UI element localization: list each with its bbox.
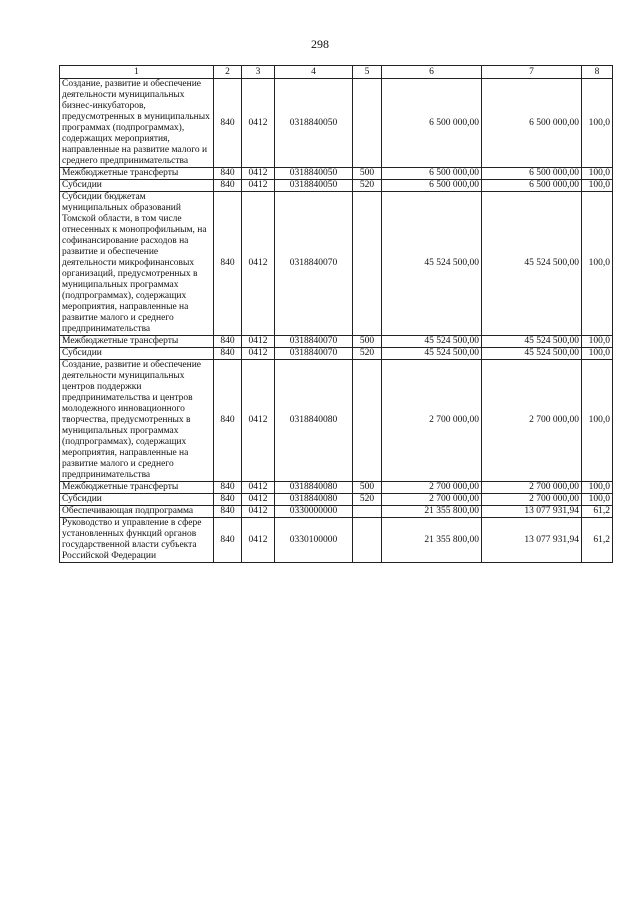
row-planned-amount: 45 524 500,00 bbox=[382, 348, 482, 360]
row-code-section: 0412 bbox=[242, 336, 275, 348]
row-code-expense-type: 500 bbox=[353, 168, 382, 180]
row-planned-amount: 2 700 000,00 bbox=[382, 494, 482, 506]
row-percent: 100,0 bbox=[582, 168, 613, 180]
row-code-expense-type bbox=[353, 79, 382, 168]
row-percent: 100,0 bbox=[582, 360, 613, 482]
row-code-ministry: 840 bbox=[214, 348, 242, 360]
row-code-section: 0412 bbox=[242, 168, 275, 180]
row-executed-amount: 45 524 500,00 bbox=[482, 336, 582, 348]
table-row bbox=[60, 336, 613, 348]
column-header: 2 bbox=[214, 66, 242, 79]
row-code-section: 0412 bbox=[242, 518, 275, 563]
row-code-section: 0412 bbox=[242, 180, 275, 192]
row-planned-amount: 2 700 000,00 bbox=[382, 360, 482, 482]
row-percent: 61,2 bbox=[582, 506, 613, 518]
column-header: 1 bbox=[60, 66, 214, 79]
column-header: 4 bbox=[275, 66, 353, 79]
row-planned-amount: 6 500 000,00 bbox=[382, 79, 482, 168]
row-code-ministry: 840 bbox=[214, 494, 242, 506]
row-code-target: 0318840070 bbox=[275, 348, 353, 360]
row-code-target: 0318840050 bbox=[275, 180, 353, 192]
row-executed-amount: 6 500 000,00 bbox=[482, 168, 582, 180]
row-code-ministry: 840 bbox=[214, 360, 242, 482]
table-row bbox=[60, 348, 613, 360]
row-name: Субсидии бюджетам муниципальных образований Томской области, в том числе отнесенных к монопрофильным, на софинансирование расходов на развитие и обеспечение деятельности микрофинансовых организаций, предусмотренных в муниципальных программах (подпрограммах), содержащих мероприятия, направленные на развитие малого и среднего предпринимательства bbox=[60, 192, 214, 336]
row-code-expense-type: 520 bbox=[353, 180, 382, 192]
row-code-expense-type bbox=[353, 518, 382, 563]
row-code-section: 0412 bbox=[242, 192, 275, 336]
row-code-expense-type: 520 bbox=[353, 494, 382, 506]
column-header: 6 bbox=[382, 66, 482, 79]
row-code-ministry: 840 bbox=[214, 506, 242, 518]
row-code-target: 0318840070 bbox=[275, 192, 353, 336]
row-code-expense-type bbox=[353, 192, 382, 336]
column-header: 5 bbox=[353, 66, 382, 79]
budget-table bbox=[59, 65, 613, 563]
page-number: 298 bbox=[311, 37, 329, 51]
row-code-target: 0318840080 bbox=[275, 494, 353, 506]
row-code-target: 0318840080 bbox=[275, 360, 353, 482]
row-percent: 100,0 bbox=[582, 336, 613, 348]
row-code-target: 0318840050 bbox=[275, 79, 353, 168]
table-row bbox=[60, 360, 613, 482]
row-code-section: 0412 bbox=[242, 348, 275, 360]
column-header: 7 bbox=[482, 66, 582, 79]
row-code-expense-type: 500 bbox=[353, 336, 382, 348]
row-code-target: 0318840080 bbox=[275, 482, 353, 494]
row-name: Создание, развитие и обеспечение деятельности муниципальных центров поддержки предпринимательства и центров молодежного инновационного творчества, предусмотренных в муниципальных программах (подпрограммах), содержащих мероприятия, направленные на развитие малого и среднего предпринимательства bbox=[60, 360, 214, 482]
table-row bbox=[60, 79, 613, 168]
row-planned-amount: 45 524 500,00 bbox=[382, 192, 482, 336]
row-name: Обеспечивающая подпрограмма bbox=[60, 506, 214, 518]
row-name: Субсидии bbox=[60, 180, 214, 192]
row-code-expense-type: 500 bbox=[353, 482, 382, 494]
row-code-ministry: 840 bbox=[214, 180, 242, 192]
row-code-ministry: 840 bbox=[214, 192, 242, 336]
table-row bbox=[60, 180, 613, 192]
table-row bbox=[60, 494, 613, 506]
row-executed-amount: 2 700 000,00 bbox=[482, 360, 582, 482]
row-code-section: 0412 bbox=[242, 494, 275, 506]
row-executed-amount: 2 700 000,00 bbox=[482, 482, 582, 494]
row-code-ministry: 840 bbox=[214, 518, 242, 563]
table-row bbox=[60, 482, 613, 494]
table-row bbox=[60, 506, 613, 518]
row-percent: 61,2 bbox=[582, 518, 613, 563]
row-code-ministry: 840 bbox=[214, 168, 242, 180]
row-name: Межбюджетные трансферты bbox=[60, 336, 214, 348]
table-header-row bbox=[60, 66, 613, 79]
row-code-ministry: 840 bbox=[214, 482, 242, 494]
column-header: 8 bbox=[582, 66, 613, 79]
row-name: Руководство и управление в сфере установленных функций органов государственной власти субъекта Российской Федерации bbox=[60, 518, 214, 563]
row-name: Субсидии bbox=[60, 494, 214, 506]
row-percent: 100,0 bbox=[582, 494, 613, 506]
row-executed-amount: 13 077 931,94 bbox=[482, 518, 582, 563]
row-code-section: 0412 bbox=[242, 79, 275, 168]
row-code-section: 0412 bbox=[242, 482, 275, 494]
table-row bbox=[60, 168, 613, 180]
table-row bbox=[60, 518, 613, 563]
row-planned-amount: 6 500 000,00 bbox=[382, 180, 482, 192]
row-code-ministry: 840 bbox=[214, 79, 242, 168]
row-planned-amount: 2 700 000,00 bbox=[382, 482, 482, 494]
row-percent: 100,0 bbox=[582, 482, 613, 494]
row-code-target: 0330100000 bbox=[275, 518, 353, 563]
table-row bbox=[60, 192, 613, 336]
column-header: 3 bbox=[242, 66, 275, 79]
row-executed-amount: 13 077 931,94 bbox=[482, 506, 582, 518]
row-code-ministry: 840 bbox=[214, 336, 242, 348]
row-code-target: 0330000000 bbox=[275, 506, 353, 518]
row-executed-amount: 2 700 000,00 bbox=[482, 494, 582, 506]
row-executed-amount: 6 500 000,00 bbox=[482, 180, 582, 192]
row-percent: 100,0 bbox=[582, 79, 613, 168]
row-code-expense-type: 520 bbox=[353, 348, 382, 360]
row-name: Субсидии bbox=[60, 348, 214, 360]
row-code-target: 0318840070 bbox=[275, 336, 353, 348]
row-planned-amount: 21 355 800,00 bbox=[382, 518, 482, 563]
row-planned-amount: 6 500 000,00 bbox=[382, 168, 482, 180]
row-code-section: 0412 bbox=[242, 506, 275, 518]
row-percent: 100,0 bbox=[582, 348, 613, 360]
row-planned-amount: 45 524 500,00 bbox=[382, 336, 482, 348]
row-code-section: 0412 bbox=[242, 360, 275, 482]
row-executed-amount: 45 524 500,00 bbox=[482, 348, 582, 360]
row-code-expense-type bbox=[353, 360, 382, 482]
row-executed-amount: 45 524 500,00 bbox=[482, 192, 582, 336]
row-code-target: 0318840050 bbox=[275, 168, 353, 180]
row-planned-amount: 21 355 800,00 bbox=[382, 506, 482, 518]
row-name: Создание, развитие и обеспечение деятельности муниципальных бизнес-инкубаторов, предусмотренных в муниципальных программах (подпрограммах), содержащих мероприятия, направленные на развитие малого и среднего предпринимательства bbox=[60, 79, 214, 168]
row-name: Межбюджетные трансферты bbox=[60, 168, 214, 180]
row-percent: 100,0 bbox=[582, 180, 613, 192]
row-percent: 100,0 bbox=[582, 192, 613, 336]
row-code-expense-type bbox=[353, 506, 382, 518]
row-executed-amount: 6 500 000,00 bbox=[482, 79, 582, 168]
row-name: Межбюджетные трансферты bbox=[60, 482, 214, 494]
